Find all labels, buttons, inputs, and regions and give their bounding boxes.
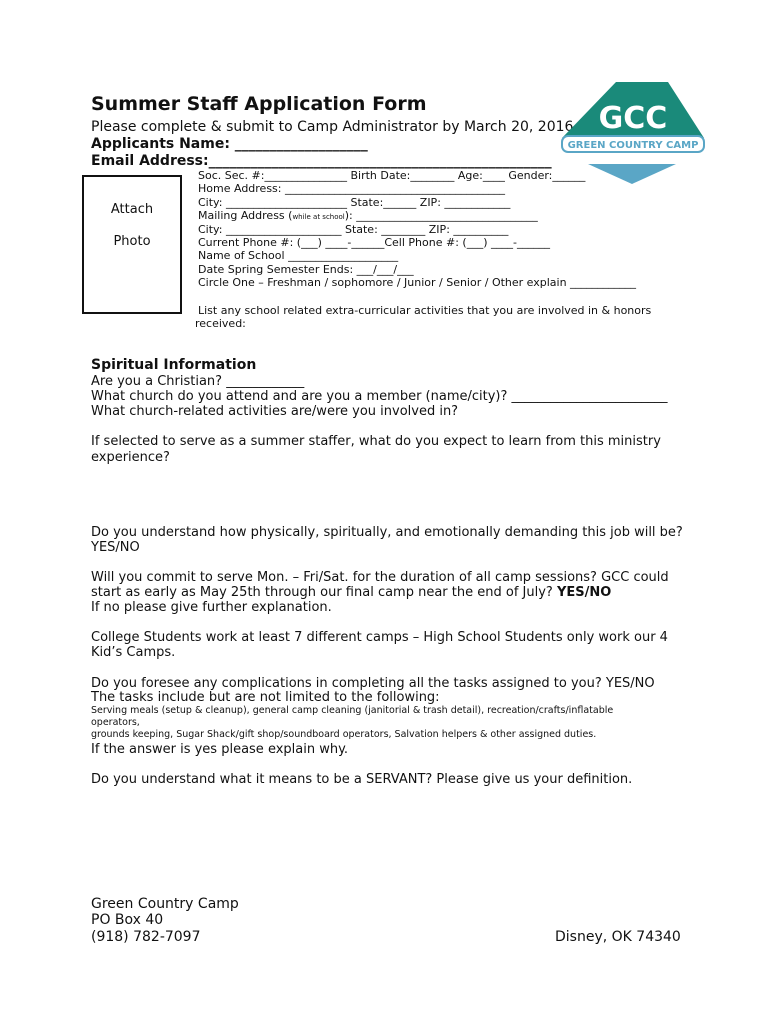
activities-text-2: received: xyxy=(195,317,246,330)
tasks-list-3: grounds keeping, Sugar Shack/gift shop/soundboard operators, Salvation helpers & other assigned duties. xyxy=(91,729,597,740)
question-complications-1[interactable]: Do you foresee any complications in completing all the tasks assigned to you? YES/NO xyxy=(91,676,655,691)
email-address-field[interactable]: Email Address:_________________________________________________ xyxy=(91,153,552,169)
mailing-rest: ): _________________________________ xyxy=(344,209,538,222)
question-demanding-answer[interactable]: YES/NO xyxy=(91,540,140,555)
question-church[interactable]: What church do you attend and are you a member (name/city)? ________________________ xyxy=(91,389,668,404)
home-address-line[interactable]: Home Address: ________________________________________ xyxy=(198,182,505,195)
tasks-list-1: Serving meals (setup & cleanup), general camp cleaning (janitorial & trash detail), recreation/crafts/inflatable xyxy=(91,705,614,716)
circle-one-line[interactable]: Circle One – Freshman / sophomore / Junior / Senior / Other explain ____________ xyxy=(198,276,637,289)
phone-line[interactable]: Current Phone #: (___) ____-______Cell Phone #: (___) ____-______ xyxy=(198,236,550,249)
question-complications-2: The tasks include but are not limited to the following: xyxy=(91,690,440,705)
question-commit-1: Will you commit to serve Mon. – Fri/Sat. for the duration of all camp sessions? GCC could xyxy=(91,570,669,585)
city-state-zip-line[interactable]: City: ______________________ State:______ ZIP: ____________ xyxy=(198,196,511,209)
tasks-list-2: operators, xyxy=(91,717,140,728)
question-servant: Do you understand what it means to be a SERVANT? Please give us your definition. xyxy=(91,772,633,787)
question-demanding-1: Do you understand how physically, spiritually, and emotionally demanding this job will be? xyxy=(91,525,683,540)
college-note-2: Kid’s Camps. xyxy=(91,645,176,660)
question-commit-3: If no please give further explanation. xyxy=(91,600,332,615)
footer-po-box: PO Box 40 xyxy=(91,912,164,928)
question-commit-answer[interactable]: YES/NO xyxy=(556,585,612,600)
question-complications-3: If the answer is yes please explain why. xyxy=(91,742,349,757)
applicant-name-field[interactable]: Applicants Name: ___________________ xyxy=(91,136,368,152)
spiritual-heading: Spiritual Information xyxy=(91,357,257,373)
instruction-text: Please complete & submit to Camp Administrator by March 20, 2016 xyxy=(91,119,574,135)
photo-label-attach: Attach xyxy=(110,202,154,217)
school-name-line[interactable]: Name of School ____________________ xyxy=(198,249,399,262)
photo-label-photo: Photo xyxy=(113,234,151,249)
question-commit-2 xyxy=(91,585,611,601)
question-learn-2: experience? xyxy=(91,450,170,465)
logo-initials: GCC xyxy=(598,101,668,136)
logo-banner-text: GREEN COUNTRY CAMP xyxy=(567,140,699,151)
question-commit-2-text: start as early as May 25th through our final camp near the end of July? xyxy=(91,585,557,600)
question-christian[interactable]: Are you a Christian? ____________ xyxy=(91,374,305,389)
footer-phone: (918) 782-7097 xyxy=(91,929,201,945)
college-note-1: College Students work at least 7 different camps – High School Students only work our 4 xyxy=(91,630,668,645)
activities-text-1: List any school related extra-curricular activities that you are involved in & honors xyxy=(198,304,652,317)
footer-org: Green Country Camp xyxy=(91,896,239,912)
mailing-paren: while at school xyxy=(292,213,345,221)
ssn-birthdate-line[interactable]: Soc. Sec. #:_______________ Birth Date:________ Age:____ Gender:______ xyxy=(198,169,586,182)
mailing-city-state-zip-line[interactable]: City: _____________________ State: ________ ZIP: __________ xyxy=(198,223,509,236)
mailing-label: Mailing Address ( xyxy=(198,209,293,222)
form-title: Summer Staff Application Form xyxy=(91,93,427,115)
semester-end-line[interactable]: Date Spring Semester Ends: ___/___/___ xyxy=(198,263,414,276)
question-learn-1: If selected to serve as a summer staffer, what do you expect to learn from this ministry xyxy=(91,434,661,449)
question-activities: What church-related activities are/were you involved in? xyxy=(91,404,459,419)
footer-city: Disney, OK 74340 xyxy=(555,929,681,945)
photo-box[interactable] xyxy=(82,175,182,314)
